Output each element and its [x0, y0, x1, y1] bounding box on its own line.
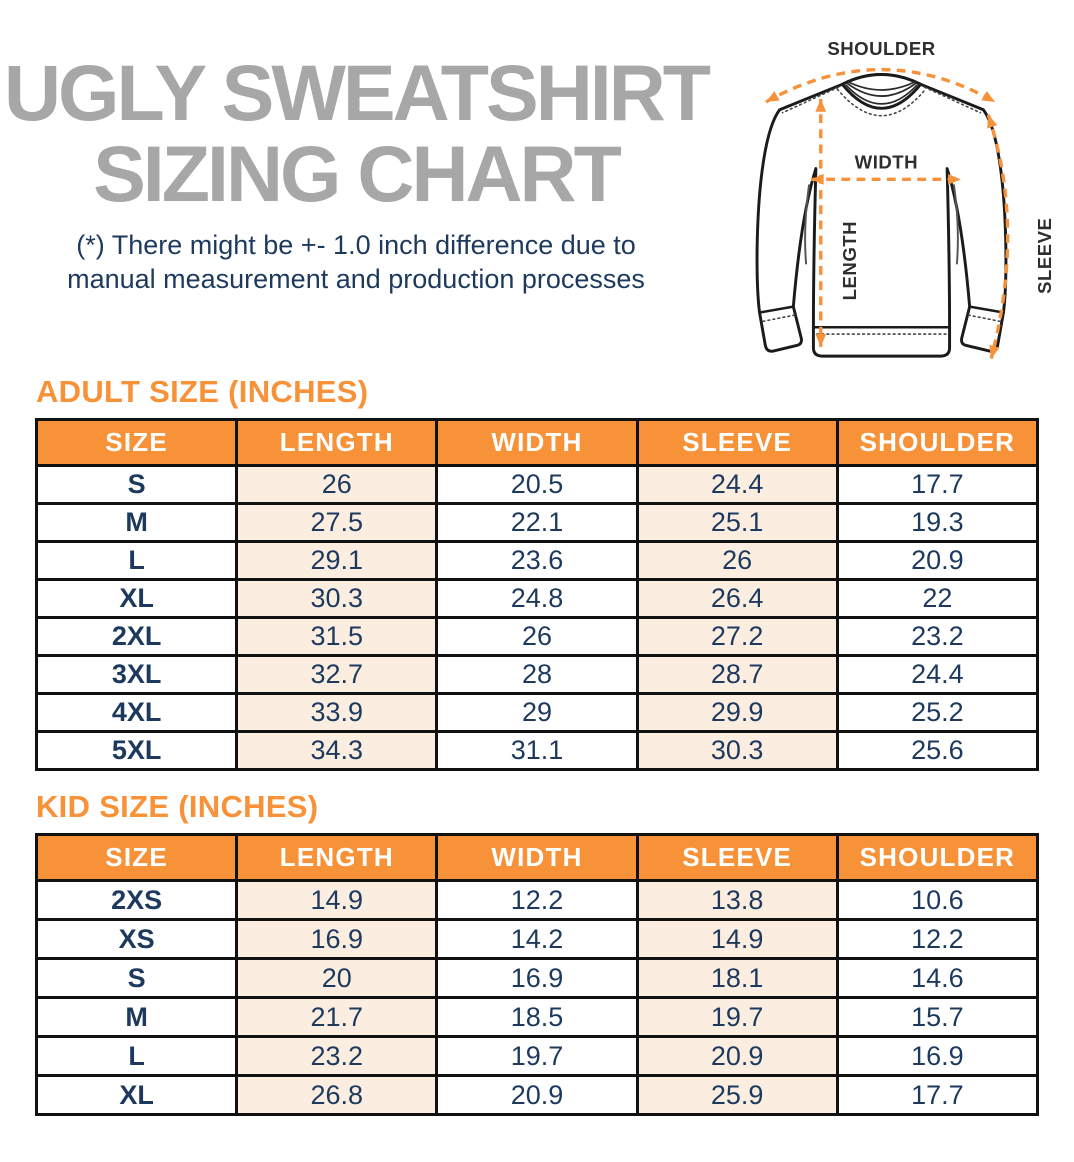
size-cell: L: [37, 542, 237, 580]
column-header-shoulder: SHOULDER: [837, 835, 1037, 881]
value-cell: 31.5: [237, 618, 437, 656]
table-row: [37, 881, 1038, 920]
table-row: [37, 466, 1038, 504]
adult-table-header: [37, 420, 1038, 466]
column-header-sleeve: SLEEVE: [637, 835, 837, 881]
column-header-size: SIZE: [37, 835, 237, 881]
adult-table-body: [37, 466, 1038, 770]
size-cell: XL: [37, 1076, 237, 1115]
title-block: [0, 0, 712, 296]
value-cell: 23.6: [437, 542, 637, 580]
table-row: [37, 920, 1038, 959]
value-cell: 15.7: [837, 998, 1037, 1037]
value-cell: 14.6: [837, 959, 1037, 998]
value-cell: 16.9: [437, 959, 637, 998]
table-row: [37, 618, 1038, 656]
value-cell: 29.9: [637, 694, 837, 732]
value-cell: 14.9: [637, 920, 837, 959]
value-cell: 16.9: [837, 1037, 1037, 1076]
value-cell: 27.5: [237, 504, 437, 542]
value-cell: 33.9: [237, 694, 437, 732]
value-cell: 23.2: [237, 1037, 437, 1076]
table-row: [37, 1076, 1038, 1115]
table-row: [37, 504, 1038, 542]
value-cell: 22.1: [437, 504, 637, 542]
value-cell: 26: [237, 466, 437, 504]
disclaimer-line2: manual measurement and production processes: [67, 264, 645, 294]
value-cell: 20.9: [637, 1037, 837, 1076]
table-row: [37, 542, 1038, 580]
adult-size-section: [35, 374, 1039, 771]
value-cell: 28.7: [637, 656, 837, 694]
value-cell: 30.3: [637, 732, 837, 770]
header-row: [37, 835, 1038, 881]
size-cell: S: [37, 959, 237, 998]
value-cell: 12.2: [437, 881, 637, 920]
value-cell: 31.1: [437, 732, 637, 770]
value-cell: 29.1: [237, 542, 437, 580]
size-cell: 4XL: [37, 694, 237, 732]
header-area: [0, 0, 1074, 374]
adult-size-table: [35, 418, 1039, 771]
size-cell: XL: [37, 580, 237, 618]
value-cell: 25.6: [837, 732, 1037, 770]
value-cell: 10.6: [837, 881, 1037, 920]
size-cell: 3XL: [37, 656, 237, 694]
value-cell: 26.4: [637, 580, 837, 618]
disclaimer-line1: (*) There might be +- 1.0 inch difference due to: [76, 230, 636, 260]
shoulder-label: SHOULDER: [827, 37, 936, 59]
column-header-width: WIDTH: [437, 420, 637, 466]
sweatshirt-diagram: [736, 4, 1074, 386]
page-title: [0, 48, 712, 218]
value-cell: 27.2: [637, 618, 837, 656]
value-cell: 12.2: [837, 920, 1037, 959]
value-cell: 22: [837, 580, 1037, 618]
value-cell: 32.7: [237, 656, 437, 694]
value-cell: 14.9: [237, 881, 437, 920]
size-cell: M: [37, 998, 237, 1037]
page-title-line1: UGLY SWEATSHIRT: [3, 48, 709, 137]
column-header-shoulder: SHOULDER: [837, 420, 1037, 466]
value-cell: 13.8: [637, 881, 837, 920]
kid-table-header: [37, 835, 1038, 881]
value-cell: 19.7: [437, 1037, 637, 1076]
table-row: [37, 959, 1038, 998]
value-cell: 24.4: [837, 656, 1037, 694]
value-cell: 24.4: [637, 466, 837, 504]
length-label: LENGTH: [839, 220, 861, 301]
kid-section-heading: KID SIZE (INCHES): [36, 789, 319, 824]
column-header-length: LENGTH: [237, 835, 437, 881]
adult-section-heading: ADULT SIZE (INCHES): [36, 374, 369, 409]
value-cell: 14.2: [437, 920, 637, 959]
kid-table-body: [37, 881, 1038, 1115]
value-cell: 16.9: [237, 920, 437, 959]
value-cell: 28: [437, 656, 637, 694]
value-cell: 26.8: [237, 1076, 437, 1115]
value-cell: 34.3: [237, 732, 437, 770]
value-cell: 20.9: [437, 1076, 637, 1115]
column-header-size: SIZE: [37, 420, 237, 466]
header-row: [37, 420, 1038, 466]
size-cell: S: [37, 466, 237, 504]
value-cell: 20.9: [837, 542, 1037, 580]
value-cell: 18.5: [437, 998, 637, 1037]
size-cell: 2XL: [37, 618, 237, 656]
size-cell: 2XS: [37, 881, 237, 920]
value-cell: 26: [437, 618, 637, 656]
value-cell: 24.8: [437, 580, 637, 618]
value-cell: 20: [237, 959, 437, 998]
width-label: WIDTH: [854, 151, 919, 173]
table-row: [37, 694, 1038, 732]
value-cell: 17.7: [837, 1076, 1037, 1115]
column-header-width: WIDTH: [437, 835, 637, 881]
column-header-sleeve: SLEEVE: [637, 420, 837, 466]
size-cell: M: [37, 504, 237, 542]
value-cell: 26: [637, 542, 837, 580]
sleeve-label: SLEEVE: [1033, 217, 1055, 294]
value-cell: 25.9: [637, 1076, 837, 1115]
value-cell: 19.7: [637, 998, 837, 1037]
value-cell: 25.1: [637, 504, 837, 542]
value-cell: 21.7: [237, 998, 437, 1037]
value-cell: 23.2: [837, 618, 1037, 656]
value-cell: 17.7: [837, 466, 1037, 504]
sweatshirt-outline: [757, 75, 1006, 357]
value-cell: 18.1: [637, 959, 837, 998]
value-cell: 29: [437, 694, 637, 732]
page-title-line2: SIZING CHART: [93, 129, 619, 218]
table-row: [37, 656, 1038, 694]
table-row: [37, 732, 1038, 770]
size-cell: 5XL: [37, 732, 237, 770]
disclaimer: [0, 228, 712, 296]
table-row: [37, 1037, 1038, 1076]
value-cell: 30.3: [237, 580, 437, 618]
kid-size-table: [35, 833, 1039, 1116]
value-cell: 19.3: [837, 504, 1037, 542]
table-row: [37, 580, 1038, 618]
column-header-length: LENGTH: [237, 420, 437, 466]
table-row: [37, 998, 1038, 1037]
size-cell: L: [37, 1037, 237, 1076]
kid-size-section: [35, 789, 1039, 1116]
value-cell: 25.2: [837, 694, 1037, 732]
size-cell: XS: [37, 920, 237, 959]
value-cell: 20.5: [437, 466, 637, 504]
